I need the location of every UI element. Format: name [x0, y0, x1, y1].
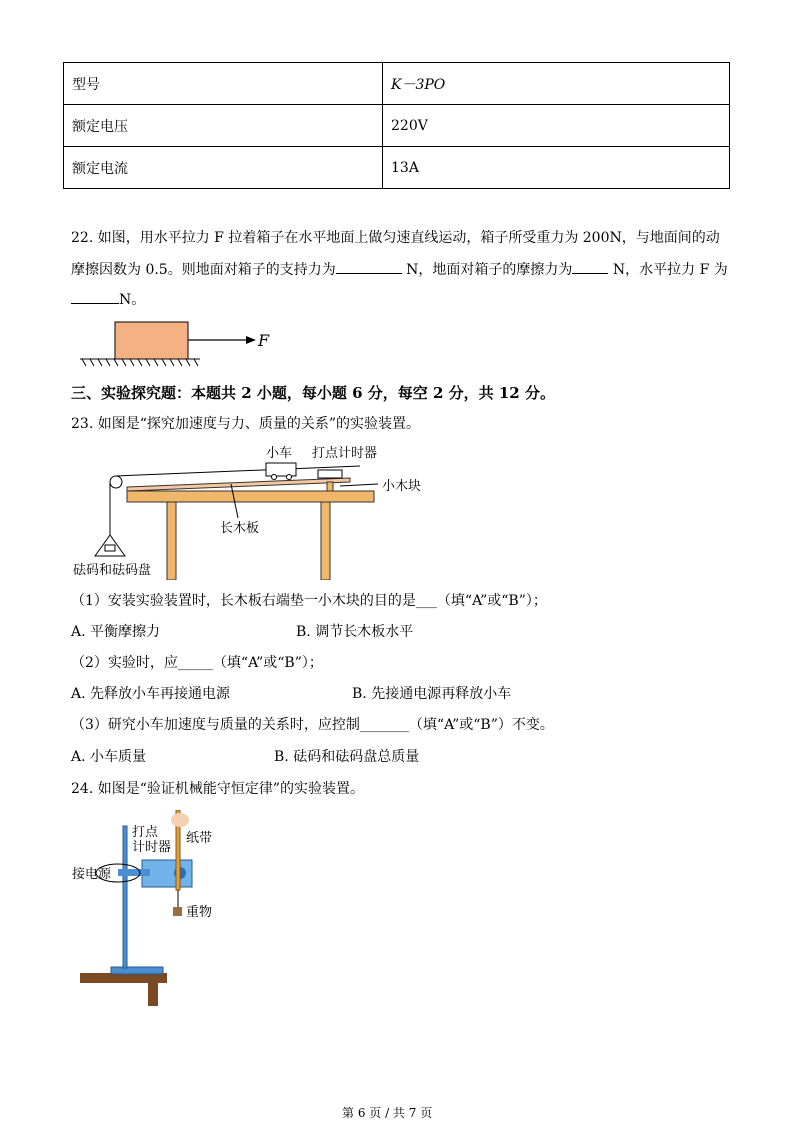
cell-value: 220V [383, 105, 730, 147]
cell-value: K－3PO [383, 63, 730, 105]
table-leg [167, 502, 176, 580]
force-label: F [258, 331, 270, 350]
stand-base [111, 967, 163, 974]
label-timer: 打点 [132, 825, 159, 840]
option-a: A. 先释放小车再接通电源 [71, 686, 231, 702]
q22-text: N，地面对箱子的摩擦力为 [406, 262, 573, 278]
q22-text: N，水平拉力 F 为 [612, 262, 728, 278]
small-block [327, 482, 333, 491]
q22-text: N。 [119, 292, 146, 308]
label-weight: 重物 [186, 905, 213, 920]
stand-rod [123, 826, 127, 968]
cart [266, 463, 296, 476]
label-timer: 计时器 [132, 840, 172, 855]
cell-label: 额定电流 [64, 147, 383, 189]
timer [318, 470, 342, 478]
option-a: A. 小车质量 [71, 749, 147, 765]
label-timer: 打点计时器 [312, 446, 378, 461]
option-b: B. 砝码和砝码盘总质量 [274, 749, 420, 765]
option-a: A. 平衡摩擦力 [71, 624, 161, 640]
answer-blank [572, 259, 608, 274]
label-board: 长木板 [220, 521, 260, 536]
arrow-head-icon [246, 336, 256, 344]
option-b: B. 先接通电源再释放小车 [352, 686, 512, 702]
cell-label: 型号 [64, 63, 383, 105]
q22-line3 [71, 289, 145, 309]
q22-line2 [71, 259, 728, 279]
q22-line1: 22. 如图，用水平拉力 F 拉着箱子在水平地面上做匀速直线运动，箱子所受重力为 200N，与地面间的动 [71, 230, 720, 246]
section-heading: 三、实验探究题：本题共 2 小题，每小题 6 分，每空 2 分，共 12 分。 [71, 384, 555, 402]
q23-stem: 23. 如图是“探究加速度与力、质量的关系”的实验装置。 [71, 416, 421, 432]
box [115, 322, 188, 359]
label-tape: 纸带 [186, 831, 213, 846]
table-row [64, 147, 730, 189]
label-power: 接电源 [72, 867, 112, 882]
box-figure [70, 316, 270, 372]
label-cart: 小车 [266, 446, 293, 461]
label-block: 小木块 [382, 479, 422, 494]
ground-hatch [82, 359, 198, 366]
table-row [64, 105, 730, 147]
q23-part3: （3）研究小车加速度与质量的关系时，应控制_______（填“A”或“B”）不变。 [71, 717, 554, 733]
long-board [127, 478, 350, 491]
q23-part2: （2）实验时，应_____（填“A”或“B”）； [71, 655, 323, 671]
option-b: B. 调节长木板水平 [296, 624, 414, 640]
q24-stem: 24. 如图是“验证机械能守恒定律”的实验装置。 [71, 781, 365, 797]
table-leg [321, 502, 330, 580]
label-weights: 砝码和砝码盘 [73, 563, 152, 578]
answer-blank [71, 289, 119, 304]
table-row [64, 63, 730, 105]
pulley [110, 476, 122, 488]
cell-value: 13A [383, 147, 730, 189]
q23-part1: （1）安装实验装置时，长木板右端垫一小木块的目的是___（填“A”或“B”）； [71, 593, 547, 609]
table-top [127, 491, 374, 502]
page-footer: 第 6 页 / 共 7 页 [342, 1106, 433, 1120]
hand [171, 813, 189, 827]
answer-blank [336, 259, 402, 274]
cell-label: 额定电压 [64, 105, 383, 147]
acceleration-apparatus-figure [60, 440, 440, 580]
weight [173, 907, 182, 916]
spec-table [63, 62, 730, 189]
q22-text: 摩擦因数为 0.5。则地面对箱子的支持力为 [71, 262, 336, 278]
mechanical-energy-apparatus-figure [60, 810, 240, 1010]
